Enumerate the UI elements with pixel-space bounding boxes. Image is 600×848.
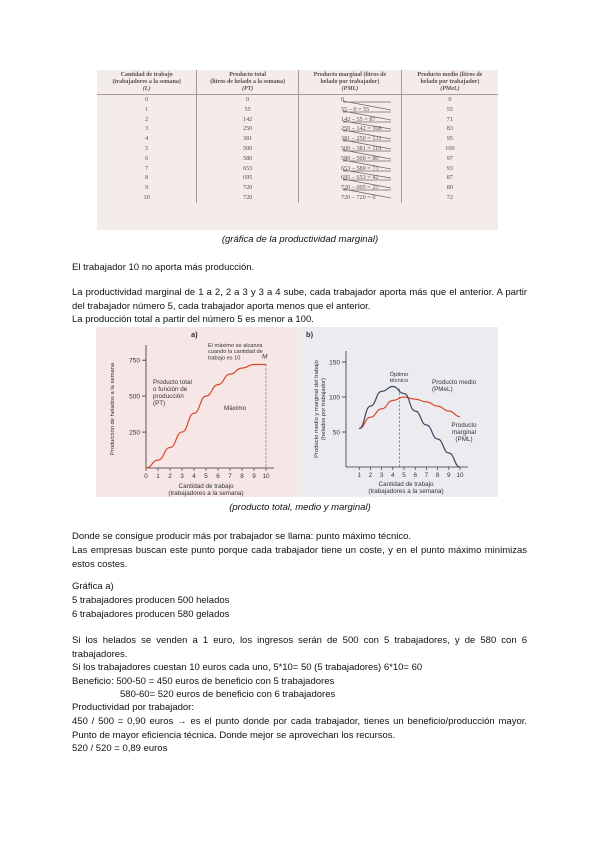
annotation-curve-label: Producto total [153,379,192,386]
table-cell: 9 [145,184,149,192]
tick-label-a-x: 8 [240,473,244,480]
table-row [97,173,498,183]
table-cell: 7 [145,164,149,172]
table-cell: 3 [145,125,149,133]
annotation-max-note: trabajo es 10 [208,355,241,362]
tick-label-b-x: 7 [424,472,429,479]
panel-b-label: b) [306,330,314,339]
paragraph-11: 450 / 500 = 0,90 euros → es el punto donde por cada trabajador, tienes un beneficio/producción mayor. Punto de mayor eficiencia técnica. Donde mejor se aprovechan los recursos. [72,716,527,741]
table-row [97,105,498,115]
panel-a-label: a) [191,330,198,339]
table-row [97,134,498,144]
tick-label-b-x: 2 [368,472,373,479]
table-cell: 87 [401,173,498,183]
axis-b-xlabel2: (trabajadores a la semana) [368,488,444,495]
tick-label-a-x: 7 [228,473,232,480]
axis-b-xlabel: Cantidad de trabajo [378,481,434,488]
panel-b-bg [302,327,498,497]
tick-label-b-x: 10 [456,472,464,479]
caption-charts: (producto total, medio y marginal) [229,502,371,513]
table-row [97,164,498,174]
tick-label-a-x: 1 [156,473,160,480]
table-cell: 71 [401,115,498,125]
tick-label-a-x: 3 [180,473,184,480]
tick-label-a-y: 250 [129,429,140,437]
annotation-optimo: Óptimo [389,372,409,378]
table-cell: 55 [401,105,498,115]
tick-label-b-x: 1 [357,472,361,479]
table-cell: 0 [145,96,149,103]
annotation-curve-label: (PT) [153,400,166,407]
table-cell: 500 – 381 = 119 [298,144,401,154]
table-header-2: Producto marginal (litros de helado por trabajador) (PML) [298,70,401,95]
tick-label-b-y: 100 [329,394,340,402]
annotation-pml: Producto [451,422,477,429]
tick-label-a-x: 6 [216,473,220,480]
tick-label-a-x: 0 [144,473,148,480]
tick-label-a-y: 750 [129,357,140,365]
table-cell: 1 [145,105,149,113]
paragraph-4: Donde se consigue producir más por trabajador se llama: punto máximo técnico. [72,531,412,542]
tick-label-b-x: 3 [379,472,384,479]
table-cell: 5 [145,144,149,152]
table-cell: 720 – 695 = 25 [298,183,401,193]
charts-image [96,327,498,497]
annotation-curve-label: producción [153,393,184,400]
table-row [97,124,498,134]
axis-b-ylabel: Producto medio y marginal del trabajo [314,360,320,458]
table-cell: 250 – 142 = 108 [298,124,401,134]
table-row [97,144,498,154]
annotation-optimo: técnico [389,378,409,384]
axis-a-xlabel: Cantidad de trabajo [178,483,234,490]
table-header-0: Cantidad de trabajo (trabajadores a la semana) (L) [97,70,197,95]
table-cell: 0 [298,95,401,105]
table-cell: 8 [145,174,149,182]
table-cell: 55 [197,105,299,115]
tick-label-a-x: 10 [262,473,270,480]
tick-label-b-x: 6 [413,472,417,479]
caption-table: (gráfica de la productividad marginal) [221,234,379,245]
table-cell: 0 [197,95,299,105]
table-cell: 0 [401,95,498,105]
paragraph-3: La producción total a partir del número 5 es menor a 100. [72,314,314,325]
table-cell: 6 [145,154,149,162]
axis-a-xlabel2: (trabajadores a la semana) [168,490,244,497]
table-row [97,115,498,125]
productivity-table [97,70,498,203]
table-cell: 95 [401,134,498,144]
table-cell: 83 [401,124,498,134]
table-cell: 4 [145,135,149,143]
table-cell: 720 [197,183,299,193]
table-cell: 695 – 653 = 42 [298,173,401,183]
table-cell: 10 [143,193,150,201]
paragraph-8: Beneficio: 500-50 = 450 euros de beneficio con 5 trabajadores [72,676,335,687]
annotation-pmel: (PMeL) [432,386,453,393]
graph-a-line-2: 6 trabajadores producen 580 gelados [72,609,230,620]
tick-label-b-x: 4 [391,472,395,479]
table-cell: 580 – 500 = 80 [298,154,401,164]
table-cell: 2 [145,115,149,123]
tick-label-b-y: 150 [329,359,340,367]
table-cell: 80 [401,183,498,193]
annotation-pml: marginal [451,429,477,436]
annotation-pmel: Producto medio [432,379,477,386]
table-row [97,95,498,105]
table-cell: 653 [197,164,299,174]
table-cell: 250 [197,124,299,134]
annotation-curve-label: o función de [153,386,188,393]
axis-a-ylabel: Producción de helados a la semana [110,362,116,456]
tick-label-a-x: 4 [192,473,196,480]
table-cell: 500 [197,144,299,154]
table-cell: 93 [401,164,498,174]
table-cell: 653 – 580 = 73 [298,164,401,174]
tick-label-a-x: 2 [168,473,172,480]
table-cell: 381 [197,134,299,144]
paragraph-1: El trabajador 10 no aporta más producción. [72,262,255,273]
paragraph-7: Si los trabajadores cuestan 10 euros cada uno, 5*10= 50 (5 trabajadores) 6*10= 60 [72,662,423,673]
tick-label-a-x: 9 [252,473,256,480]
paragraph-10: Productividad por trabajador: [72,702,194,713]
table-cell: 55 – 0 = 55 [298,105,401,115]
table-header-1: Producto total (litros de helado a la semana) (PT) [197,70,299,95]
annotation-max-note: El máximo se alcanza [208,343,263,349]
table-cell: 720 [197,193,299,203]
tick-label-b-x: 5 [402,472,406,479]
paragraph-9: 580-60= 520 euros de beneficio con 6 trabajadores [120,689,336,700]
tick-label-a-x: 5 [204,473,208,480]
table-cell: 142 – 55 = 87 [298,115,401,125]
axis-b-ylabel2: (helados por trabajador) [321,378,327,440]
table-cell: 695 [197,173,299,183]
tick-label-b-y: 50 [332,429,340,437]
tick-label-b-x: 9 [447,472,451,479]
panel-a-bg [96,327,294,497]
table-cell: 720 – 720 = 0 [298,193,401,203]
table-cell: 97 [401,154,498,164]
charts-svg [96,327,498,497]
table-cell: 381 – 250 = 131 [298,134,401,144]
paragraph-6: Si los helados se venden a 1 euro, los ingresos serán de 500 con 5 trabajadores, y de 580 con 6 trabajadores. [72,635,527,660]
table-cell: 142 [197,115,299,125]
annotation-pml: (PML) [455,436,473,443]
tick-label-a-y: 500 [129,393,140,401]
table-row [97,193,498,203]
paragraph-12: 520 / 520 = 0,89 euros [72,743,168,754]
graph-a-title: Gráfica a) [72,581,114,592]
table-cell: 72 [401,193,498,203]
tick-label-b-x: 8 [435,472,440,479]
annotation-maximo: Máximo [224,405,247,412]
table-row [97,183,498,193]
table-cell: 580 [197,154,299,164]
paragraph-5: Las empresas buscan este punto porque cada trabajador tiene un coste, y en el punto máximo minimizas estos costes. [72,545,527,570]
table-cell: 100 [401,144,498,154]
table-header-3: Producto medio (litros de helado por trabajador) (PMeL) [401,70,498,95]
annotation-max-note: cuando la cantidad de [208,349,263,356]
paragraph-2: La productividad marginal de 1 a 2, 2 a 3 y 3 a 4 sube, cada trabajador aporta más que el anterior. A partir del trabajador número 5, cada trabajador aporta menos que el anterior. [72,287,527,312]
annotation-m: M [262,353,268,361]
graph-a-line-1: 5 trabajadores producen 500 helados [72,595,230,606]
table-row [97,154,498,164]
productivity-table-image [97,70,498,230]
